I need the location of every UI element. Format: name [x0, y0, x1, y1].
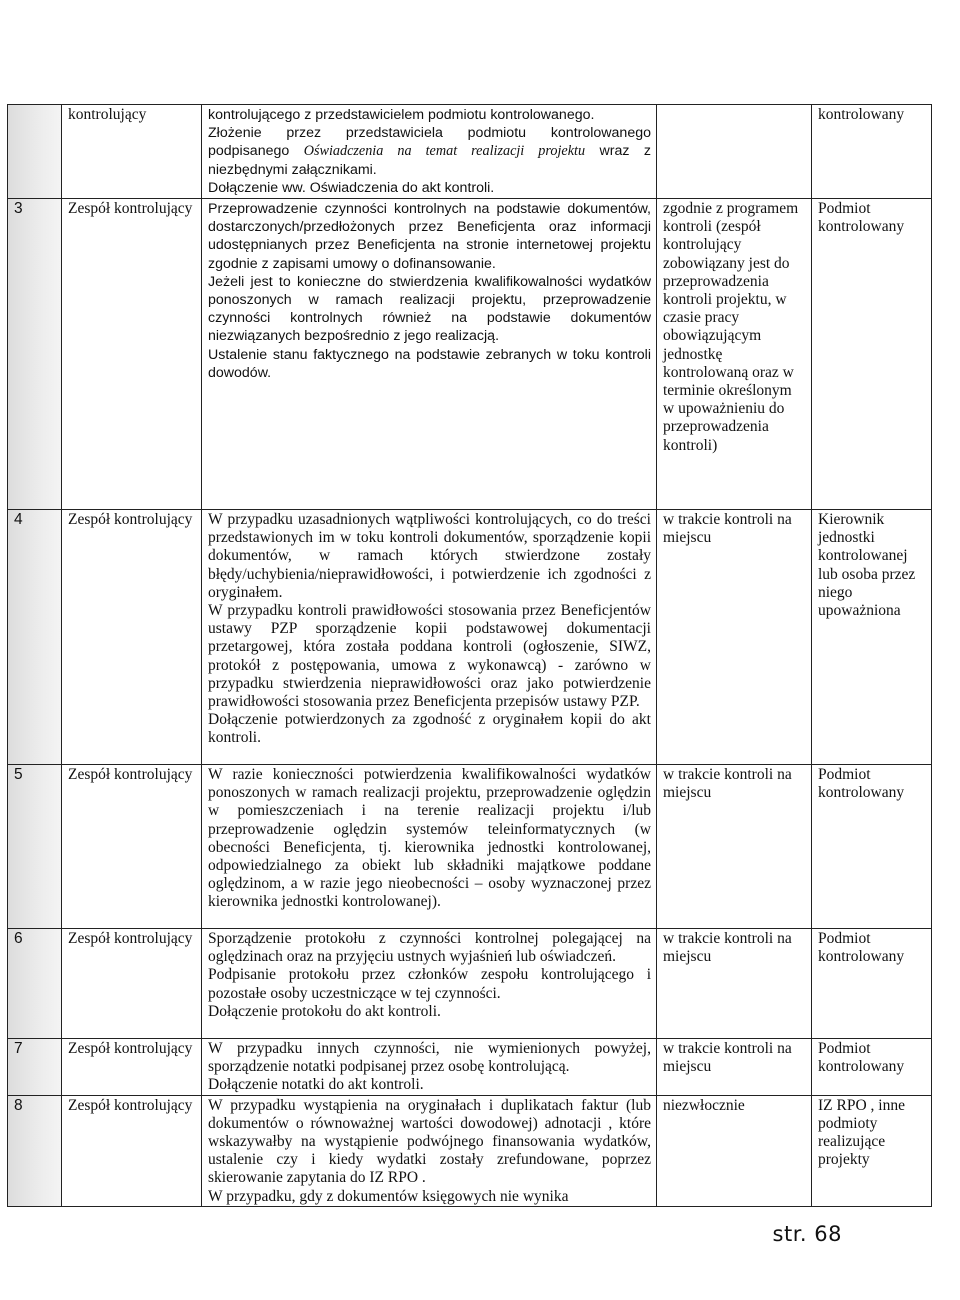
row-executor: Zespół kontrolujący	[62, 929, 202, 1039]
row-executor: Zespół kontrolujący	[62, 1039, 202, 1096]
action-paragraph: W przypadku uzasadnionych wątpliwości kontrolujących, co do treści przedstawionych im w toku kontroli dokumentów, sporządzenie kopii dokumentów, w ramach których stwierdzone zostały błędy/uchybienia/nieprawidłowości, i potwierdzenie ich zgodności z oryginałem.	[208, 511, 651, 601]
action-paragraph: W przypadku, gdy z dokumentów księgowych nie wynika	[208, 1187, 569, 1205]
row-term: w trakcie kontroli na miejscu	[657, 765, 812, 929]
action-paragraph: Sporządzenie protokołu z czynności kontrolnej polegającej na oględzinach oraz na przyjęciu ustnych wyjaśnień lub oświadczeń.	[208, 930, 651, 966]
row-action	[202, 765, 657, 929]
action-paragraph: Przeprowadzenie czynności kontrolnych na podstawie dokumentów, dostarczonych/przedłożonych przez Beneficjenta oraz informacji udostępnianych przez Beneficjenta na stronie internetowej projektu zgodnie z zapisami umowy o dofinansowanie.	[208, 201, 651, 272]
action-paragraph: Dołączenie protokołu do akt kontroli.	[208, 1002, 441, 1020]
row-executor: kontrolujący	[62, 105, 202, 199]
row-responsible: Podmiot kontrolowany	[812, 765, 932, 929]
table-row	[8, 510, 932, 765]
table-row	[8, 199, 932, 510]
row-number	[8, 105, 62, 199]
row-executor: Zespół kontrolujący	[62, 199, 202, 510]
action-paragraph: W przypadku wystąpienia na oryginałach i duplikatach faktur (lub dokumentów o równoważnej wartości dowodowej) adnotacji , które wskazywałby na wystąpienie podwójnego finansowania wydatków, ustalenie czy i kiedy wydatki zostały zrefundowane, poprzez skierowanie zapytania do IZ RPO .	[208, 1096, 651, 1187]
row-executor: Zespół kontrolujący	[62, 765, 202, 929]
row-term: zgodnie z programem kontroli (zespół kontrolujący zobowiązany jest do przeprowadzenia kontroli projektu, w czasie pracy obowiązującym jednostkę kontrolowaną oraz w terminie określonym w upoważnieniu do przeprowadzenia kontroli)	[657, 199, 812, 510]
action-paragraph: Dołączenie ww. Oświadczenia do akt kontroli.	[208, 179, 495, 196]
row-responsible: Podmiot kontrolowany	[812, 1039, 932, 1096]
action-paragraph: Złożenie przez przedstawiciela podmiotu kontrolowanego podpisanego Oświadczenia na temat realizacji projektu wraz z niezbędnymi załącznikami.	[208, 125, 652, 178]
row-number: 6	[8, 929, 62, 1039]
table-row	[8, 765, 932, 929]
action-paragraph: Dołączenie potwierdzonych za zgodność z oryginałem kopii do akt kontroli.	[208, 711, 651, 747]
action-paragraph: W przypadku innych czynności, nie wymienionych powyżej, sporządzenie notatki podpisanej przez osobę kontrolującą.	[208, 1040, 651, 1076]
table-row	[8, 929, 932, 1039]
table-row	[8, 1039, 932, 1096]
action-paragraph: W przypadku kontroli prawidłowości stosowania przez Beneficjentów ustawy PZP sporządzenie kopii podstawowej dokumentacji przetargowej, która została poddana kontroli (ogłoszenie, SIWZ, protokół z postępowania, umowa z wykonawcą) - zarówno w przypadku stwierdzenia nieprawidłowości oraz jako potwierdzenie prawidłowości stosowania przez Beneficjenta przepisów ustawy PZP.	[208, 602, 651, 711]
action-paragraph: Dołączenie notatki do akt kontroli.	[208, 1076, 424, 1094]
row-responsible: kontrolowany	[812, 105, 932, 199]
action-paragraph: Ustalenie stanu faktycznego na podstawie zebranych w toku kontroli dowodów.	[208, 346, 651, 381]
row-responsible: IZ RPO , inne podmioty realizujące projekty	[812, 1095, 932, 1206]
row-action	[202, 929, 657, 1039]
row-term: w trakcie kontroli na miejscu	[657, 1039, 812, 1096]
row-action	[202, 510, 657, 765]
row-term	[657, 105, 812, 199]
action-paragraph: Jeżeli jest to konieczne do stwierdzenia kwalifikowalności wydatków ponoszonych w ramach realizacji projektu, przeprowadzenie czynności kontrolnych również na podstawie dokumentów niezwiązanych bezpośrednio z jego realizacją.	[208, 273, 651, 345]
row-term: niezwłocznie	[657, 1095, 812, 1206]
row-number: 5	[8, 765, 62, 929]
row-number: 8	[8, 1095, 62, 1206]
control-procedure-table	[7, 104, 932, 1207]
action-paragraph: kontrolującego z przedstawicielem podmiotu kontrolowanego.	[208, 107, 595, 123]
row-action	[202, 199, 657, 510]
row-number: 4	[8, 510, 62, 765]
row-action	[202, 105, 657, 199]
row-term: w trakcie kontroli na miejscu	[657, 510, 812, 765]
page-number: str. 68	[772, 1222, 842, 1246]
table-row	[8, 1095, 932, 1206]
row-term: w trakcie kontroli na miejscu	[657, 929, 812, 1039]
row-responsible: Podmiot kontrolowany	[812, 929, 932, 1039]
row-executor: Zespół kontrolujący	[62, 510, 202, 765]
table-row	[8, 105, 932, 199]
row-action	[202, 1095, 657, 1206]
action-paragraph: W razie konieczności potwierdzenia kwalifikowalności wydatków ponoszonych w ramach realizacji projektu, przeprowadzenie oględzin w pomieszczeniach i na terenie realizacji projektu i/lub przeprowadzenie oględzin systemów teleinformatycznych (w obecności Beneficjenta, tj. kierownika jednostki kontrolowanej, odpowiedzialnego za obiekt lub składniki majątkowe poddane oględzinom, a w razie jego nieobecności – osoby wyznaczonej przez kierownika jednostki kontrolowanej).	[208, 766, 651, 911]
row-number: 7	[8, 1039, 62, 1096]
action-paragraph: Podpisanie protokołu przez członków zespołu kontrolującego i pozostałe osoby uczestniczące w tej czynności.	[208, 966, 651, 1002]
row-responsible: Podmiot kontrolowany	[812, 199, 932, 510]
document-title-italic: Oświadczenia na temat realizacji projektu	[303, 143, 586, 160]
row-responsible: Kierownik jednostki kontrolowanej lub osoba przez niego upoważniona	[812, 510, 932, 765]
row-number: 3	[8, 199, 62, 510]
row-executor: Zespół kontrolujący	[62, 1095, 202, 1206]
row-action	[202, 1039, 657, 1096]
